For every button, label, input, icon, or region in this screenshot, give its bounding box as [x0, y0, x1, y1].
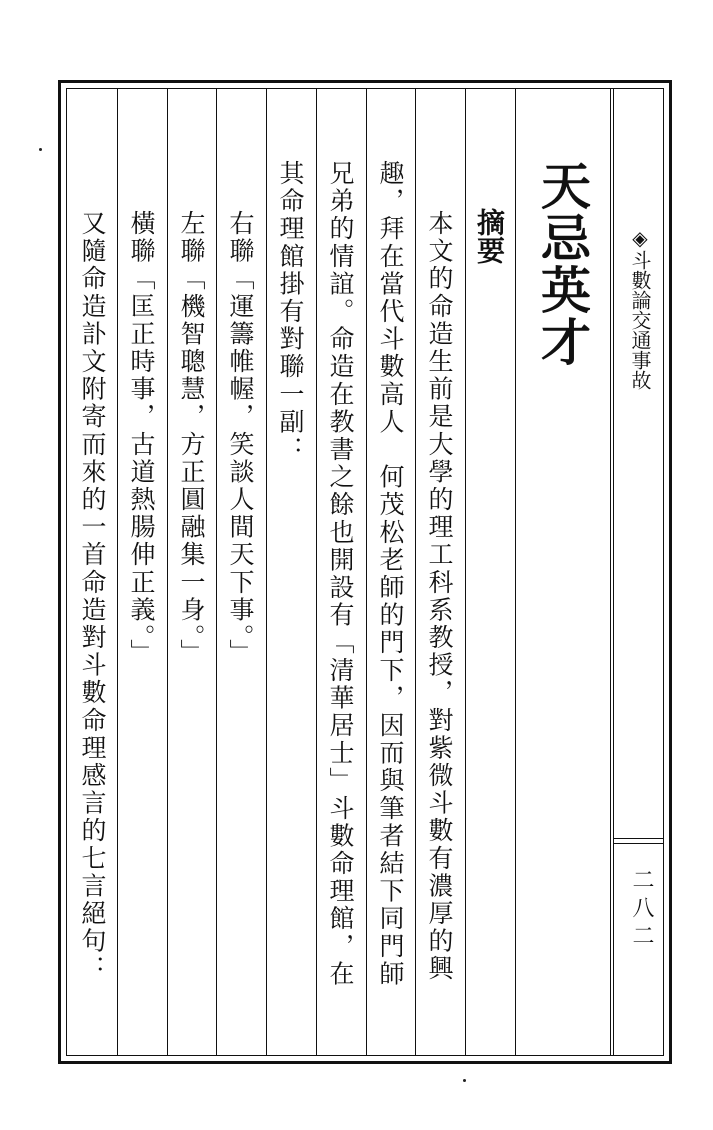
text-line-6: 左聯「機智聰慧，方正圓融集一身。」 [177, 210, 206, 667]
article-title: 天忌英才 [533, 160, 592, 368]
text-line-2: 趣，拜在當代斗數高人 何茂松老師的門下，因而與筆者結下同門師 [376, 160, 405, 988]
header-divider-line-2 [610, 88, 611, 1056]
page-number-divider-2 [613, 843, 664, 844]
column-rule [266, 88, 267, 1056]
book-title: 斗數論交通事故 [628, 250, 652, 390]
column-rule [316, 88, 317, 1056]
column-rule [117, 88, 118, 1056]
abstract-heading: 摘要 [473, 208, 506, 264]
column-rule [465, 88, 466, 1056]
column-rule [415, 88, 416, 1056]
column-rule [515, 88, 516, 1056]
column-rule [167, 88, 168, 1056]
text-line-5: 右聯「運籌帷幄，笑談人間天下事。」 [226, 210, 255, 667]
scan-speck [39, 148, 42, 151]
text-line-8: 又隨命造訃文附寄而來的一首命造對斗數命理感言的七言絕句： [78, 210, 107, 983]
text-line-1: 本文的命造生前是大學的理工科系教授，對紫微斗數有濃厚的興 [425, 210, 454, 983]
scan-speck [463, 1079, 466, 1082]
header-divider-line [613, 88, 614, 1056]
text-line-3: 兄弟的情誼。命造在教書之餘也開設有「清華居士」斗數命理館，在 [326, 160, 355, 988]
page-number: 二八二 [629, 868, 654, 952]
book-header [630, 226, 650, 390]
text-line-4: 其命理館掛有對聯一副： [276, 160, 305, 464]
column-rule [366, 88, 367, 1056]
diamond-icon: ◈ [628, 226, 652, 250]
column-rule [216, 88, 217, 1056]
page-number-divider [613, 838, 664, 839]
text-line-7: 橫聯「匡正時事，古道熱腸伸正義。」 [127, 210, 156, 667]
